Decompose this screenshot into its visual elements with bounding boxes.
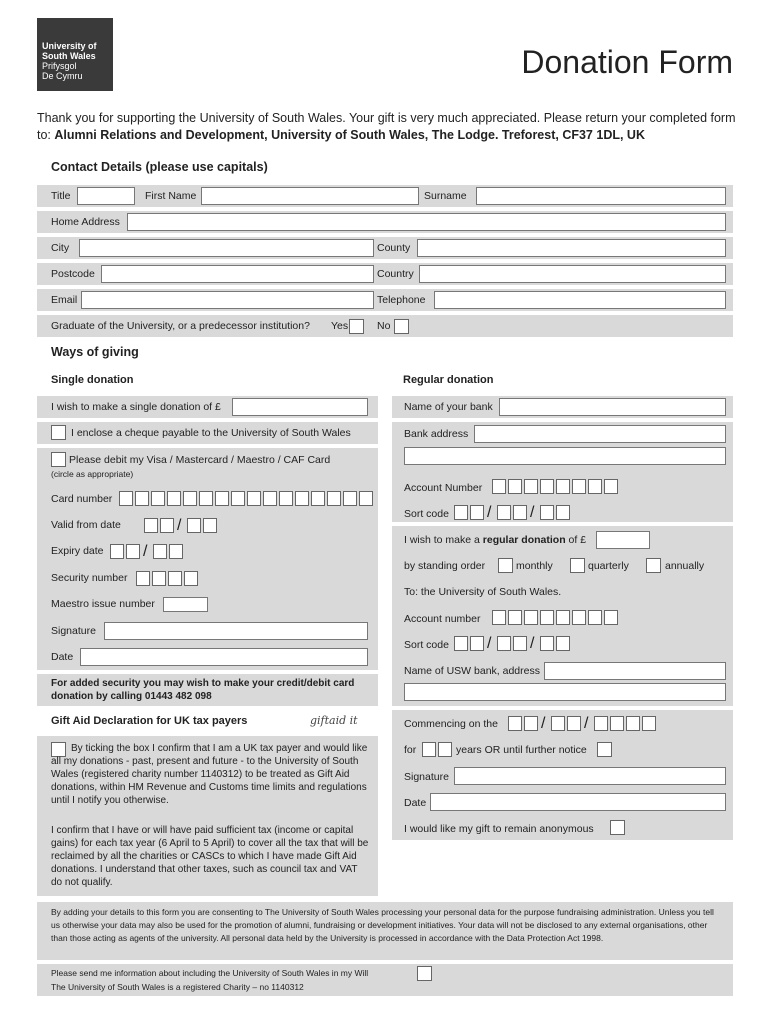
will-checkbox[interactable]: [417, 966, 432, 981]
to-university-label: To: the University of South Wales.: [404, 586, 562, 598]
first-name-label: First Name: [145, 190, 197, 202]
card-date-label: Date: [51, 651, 74, 663]
page-title: Donation Form: [521, 44, 733, 80]
card-signature-field[interactable]: [104, 622, 368, 640]
commencing-month[interactable]: [551, 716, 583, 731]
bank-panel: Bank address Account Number Sort code / /: [392, 422, 733, 522]
security-label: Security number: [51, 572, 128, 584]
country-label: Country: [377, 268, 414, 280]
commencing-label: Commencing on the: [404, 718, 498, 730]
commencing-year[interactable]: [594, 716, 658, 731]
sort-code-1[interactable]: [454, 505, 486, 520]
card-panel: Please debit my Visa / Mastercard / Maestro / CAF Card (circle as appropriate) Card number Valid from date / Expiry date / Security number Maestro issue number Signature Date: [37, 448, 378, 670]
first-name-field[interactable]: [201, 187, 419, 205]
quarterly-checkbox[interactable]: [570, 558, 585, 573]
bank-name-field[interactable]: [499, 398, 726, 416]
telephone-label: Telephone: [377, 294, 426, 306]
graduate-label: Graduate of the University, or a predecessor institution?: [51, 320, 310, 332]
county-field[interactable]: [417, 239, 726, 257]
country-field[interactable]: [419, 265, 726, 283]
annually-label: annually: [665, 560, 705, 572]
sort-code-3[interactable]: [540, 505, 572, 520]
ways-heading: Ways of giving: [51, 345, 139, 359]
maestro-issue-field[interactable]: [163, 597, 208, 612]
will-panel: [37, 964, 733, 996]
email-row: [37, 289, 733, 311]
home-address-label: Home Address: [51, 216, 120, 228]
regular-signature-label: Signature: [404, 771, 449, 783]
gift-aid-panel: [37, 736, 378, 896]
bank-address-field-2[interactable]: [404, 447, 726, 465]
until-notice-checkbox[interactable]: [597, 742, 612, 757]
account-number-label: Account Number: [404, 482, 483, 494]
home-address-field[interactable]: [127, 213, 726, 231]
maestro-label: Maestro issue number: [51, 598, 155, 610]
expiry-year[interactable]: [153, 544, 185, 559]
single-heading: Single donation: [51, 374, 134, 386]
gift-aid-heading: Gift Aid Declaration for UK tax payers: [51, 715, 248, 727]
annually-checkbox[interactable]: [646, 558, 661, 573]
single-amount-label: I wish to make a single donation of £: [51, 401, 221, 413]
surname-field[interactable]: [476, 187, 726, 205]
security-note: For added security you may wish to make your credit/debit card donation by calling 01443 482 098: [51, 678, 355, 702]
will-label: Please send me information about including the University of South Wales in my Will: [51, 968, 369, 978]
monthly-checkbox[interactable]: [498, 558, 513, 573]
regular-date-label: Date: [404, 797, 427, 809]
security-note-panel: [37, 674, 378, 706]
single-amount-field[interactable]: [232, 398, 368, 416]
gift-aid-para1: By ticking the box I confirm that I am a UK tax payer and would like all my donations - past, present and future - to the University of South Wales (registered charity number 1140312) to be treated as Gift Aid donations, within HM Revenue and Customs time limits and regulations until I notify you otherwise.: [51, 743, 368, 806]
sort-code2-2[interactable]: [497, 636, 529, 651]
contact-heading: Contact Details (please use capitals): [51, 160, 268, 174]
valid-from-label: Valid from date: [51, 519, 121, 531]
sort-code2-3[interactable]: [540, 636, 572, 651]
card-number-label: Card number: [51, 493, 113, 505]
postcode-row: [37, 263, 733, 285]
city-row: [37, 237, 733, 259]
cheque-checkbox[interactable]: [51, 425, 66, 440]
postcode-label: Postcode: [51, 268, 95, 280]
email-label: Email: [51, 294, 78, 306]
telephone-field[interactable]: [434, 291, 726, 309]
address-row: [37, 211, 733, 233]
regular-heading: Regular donation: [403, 374, 494, 386]
gift-aid-logo: giftaid it: [310, 714, 358, 727]
years-field[interactable]: [422, 742, 454, 757]
expiry-label: Expiry date: [51, 545, 104, 557]
valid-from-year[interactable]: [187, 518, 219, 533]
sort-code-label: Sort code: [404, 508, 449, 520]
debit-label: Please debit my Visa / Mastercard / Maestro / CAF Card: [69, 454, 331, 466]
sort-code2-1[interactable]: [454, 636, 486, 651]
sort-code2-label: Sort code: [404, 639, 449, 651]
circle-note: (circle as appropriate): [51, 469, 134, 479]
cheque-label: I enclose a cheque payable to the University of South Wales: [71, 427, 351, 439]
standing-order-label: by standing order: [404, 560, 486, 572]
commencing-day[interactable]: [508, 716, 540, 731]
regular-amount-field[interactable]: [596, 531, 650, 549]
valid-from-month[interactable]: [144, 518, 176, 533]
debit-checkbox[interactable]: [51, 452, 66, 467]
sort-code-2[interactable]: [497, 505, 529, 520]
charity-label: The University of South Wales is a registered Charity – no 1140312: [51, 982, 304, 992]
single-amount-row: [37, 396, 378, 418]
intro-text: Thank you for supporting the University of South Wales. Your gift is very much appreciated. Please return your completed form to: Alumni Relations and Development, University of South Wales, The Lodge. Treforest, CF37 1DL, UK: [37, 111, 736, 142]
regular-amount-label: I wish to make a regular donation of £: [404, 534, 587, 546]
for-label: for: [404, 744, 417, 756]
anonymous-checkbox[interactable]: [610, 820, 625, 835]
name-row: [37, 185, 733, 207]
yes-label: Yes: [331, 320, 349, 332]
privacy-panel: [37, 902, 733, 960]
privacy-text: By adding your details to this form you are consenting to The University of South Wales processing your personal data for the purpose fundraising administration. Unless you tell us otherwise your data may also be used for the promotion of alumni, fundraising or development initiatives. Your data will not be disclosed to any external organisations, other than those acting as agents of the university. All personal data held by the University is processed in accordance with the Data Protection Act 1998.: [51, 907, 714, 943]
postcode-field[interactable]: [101, 265, 374, 283]
city-field[interactable]: [79, 239, 374, 257]
cheque-row: [37, 422, 378, 444]
quarterly-label: quarterly: [588, 560, 629, 572]
usw-bank-field[interactable]: [544, 662, 726, 680]
logo-english: University of South Wales: [42, 41, 97, 61]
regular-signature-field[interactable]: [454, 767, 726, 785]
graduate-yes-checkbox[interactable]: [349, 319, 364, 334]
card-number-field[interactable]: [119, 491, 375, 506]
regular-panel: I wish to make a regular donation of £ by standing order monthly quarterly annually To: the University of South Wales. Account number Sort code / / Name of USW bank, address: [392, 526, 733, 706]
no-label: No: [377, 320, 391, 332]
title-field[interactable]: [77, 187, 135, 205]
university-logo: [37, 18, 113, 91]
account-number-field[interactable]: [492, 479, 620, 494]
card-signature-label: Signature: [51, 625, 96, 637]
monthly-label: monthly: [516, 560, 553, 572]
card-date-field[interactable]: [80, 648, 368, 666]
gift-aid-para2: I confirm that I have or will have paid sufficient tax (income or capital gains) for each tax year (6 April to 5 April) to cover all the tax that will be reclaimed by all the charities or CASCs to which I have made Gift Aid donations. I understand that other taxes, such as council tax and VAT do not qualify.: [51, 825, 369, 888]
graduate-row: [37, 315, 733, 337]
bank-address-field[interactable]: [474, 425, 726, 443]
bank-address-label: Bank address: [404, 428, 469, 440]
logo-welsh: Prifysgol De Cymru: [42, 61, 83, 81]
county-label: County: [377, 242, 411, 254]
account-number2-label: Account number: [404, 613, 481, 625]
city-label: City: [51, 242, 70, 254]
bank-name-row: [392, 396, 733, 418]
usw-bank-label: Name of USW bank, address: [404, 665, 540, 677]
bank-name-label: Name of your bank: [404, 401, 493, 413]
expiry-month[interactable]: [110, 544, 142, 559]
title-label: Title: [51, 190, 71, 202]
usw-bank-field-2[interactable]: [404, 683, 726, 701]
regular-date-field[interactable]: [430, 793, 726, 811]
commencing-panel: Commencing on the / / for years OR until further notice Signature Date I would like my gift to remain anonymous: [392, 710, 733, 840]
graduate-no-checkbox[interactable]: [394, 319, 409, 334]
surname-label: Surname: [424, 190, 467, 202]
security-number-field[interactable]: [136, 571, 200, 586]
account-number2-field[interactable]: [492, 610, 620, 625]
years-label: years OR until further notice: [456, 744, 587, 756]
email-field[interactable]: [81, 291, 374, 309]
anonymous-label: I would like my gift to remain anonymous: [404, 823, 594, 835]
